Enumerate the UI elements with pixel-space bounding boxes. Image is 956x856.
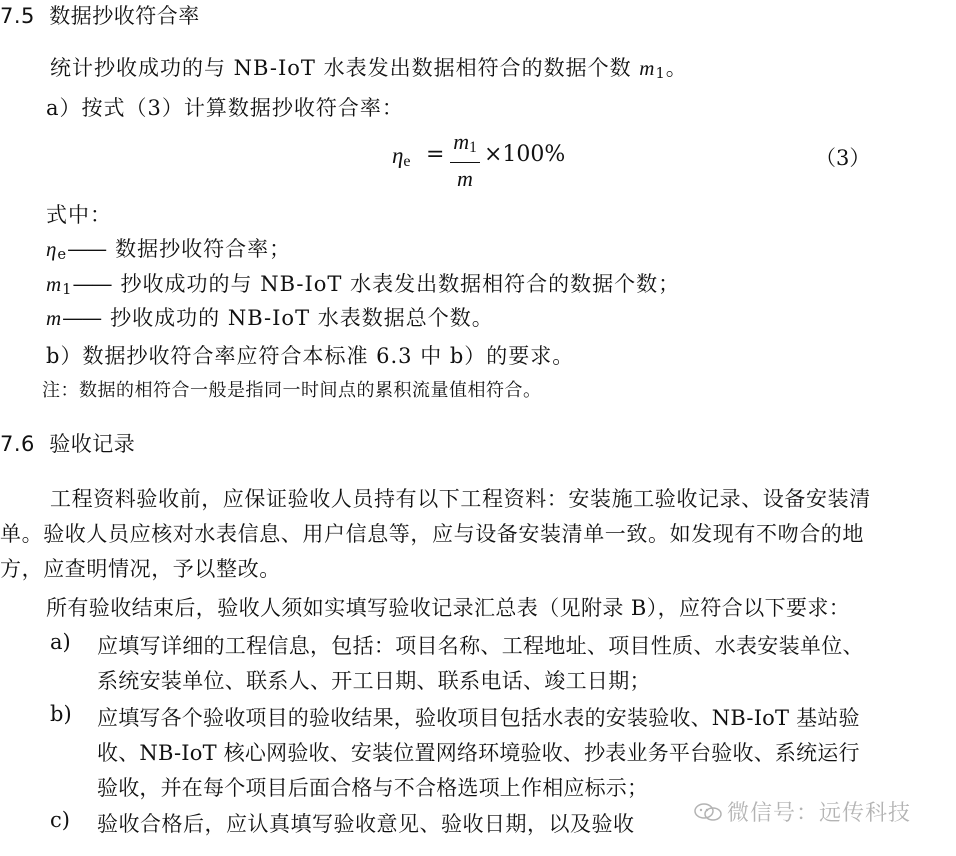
formula-numerator: $m_1$ <box>453 129 477 156</box>
intro-paragraph: 统计抄收成功的与 NB-IoT 水表发出数据相符合的数据个数 $m_1$。 <box>50 56 688 82</box>
paragraph-line: 工程资料验收前，应保证验收人员持有以下工程资料：安装施工验收记录、设备安装清 <box>50 487 871 511</box>
section-7-6-heading <box>0 428 135 458</box>
list-label: c) <box>50 808 70 832</box>
section-number: 7.6 <box>0 432 35 456</box>
where-label: 式中： <box>46 203 112 227</box>
formula-denominator: m <box>457 166 473 192</box>
formula-lhs: $\eta_e$ <box>392 143 411 170</box>
list-item-line: 收、NB-IoT 核心网验收、安装位置网络环境验收、抄表业务平台验收、系统运行 <box>97 741 860 765</box>
note: 注：数据的相符合一般是指同一时间点的累积流量值相符合。 <box>42 380 542 401</box>
formula-equals: = <box>426 142 445 167</box>
section-title: 数据抄收符合率 <box>49 4 200 28</box>
wechat-icon <box>693 802 723 822</box>
watermark-text: 微信号：远传科技 <box>727 801 912 826</box>
formula-rest: ×100% <box>484 142 566 167</box>
paragraph-line: 所有验收结束后，验收人须如实填写验收记录汇总表（见附录 B），应符合以下要求： <box>46 596 851 620</box>
list-item-line: 验收，并在每个项目后面合格与不合格选项上作相应标示； <box>97 776 649 800</box>
item-a: a）按式（3）计算数据抄收符合率： <box>46 96 404 120</box>
formula <box>392 130 592 190</box>
section-title: 验收记录 <box>49 432 136 456</box>
formula-fraction <box>450 130 480 191</box>
equation-number: （3） <box>815 146 871 170</box>
paragraph-line: 方，应查明情况，予以整改。 <box>0 557 281 581</box>
item-b: b）数据抄收符合率应符合本标准 6.3 中 b）的要求。 <box>46 344 575 368</box>
list-item-line: 应填写各个验收项目的验收结果，验收项目包括水表的安装验收、NB-IoT 基站验 <box>97 706 860 730</box>
section-7-5-heading <box>0 0 200 30</box>
list-item-line: 应填写详细的工程信息，包括：项目名称、工程地址、项目性质、水表安装单位、 <box>97 634 864 658</box>
list-item-line: 系统安装单位、联系人、开工日期、联系电话、竣工日期； <box>97 669 651 693</box>
list-item-line: 验收合格后，应认真填写验收意见、验收日期，以及验收 <box>97 812 635 836</box>
paragraph-line: 单。验收人员应核对水表信息、用户信息等，应与设备安装清单一致。如发现有不吻合的地 <box>0 522 864 546</box>
definition-row: $m_1——$ 抄收成功的与 NB-IoT 水表发出数据相符合的数据个数； <box>46 272 681 298</box>
watermark <box>693 796 911 827</box>
definition-row: m—— 抄收成功的 NB-IoT 水表数据总个数。 <box>46 306 494 330</box>
list-label: a) <box>50 630 71 654</box>
section-number: 7.5 <box>0 4 35 28</box>
list-label: b) <box>50 702 72 726</box>
fraction-bar <box>450 162 480 163</box>
definition-row: $\eta_e——$ 数据抄收符合率； <box>46 237 292 263</box>
